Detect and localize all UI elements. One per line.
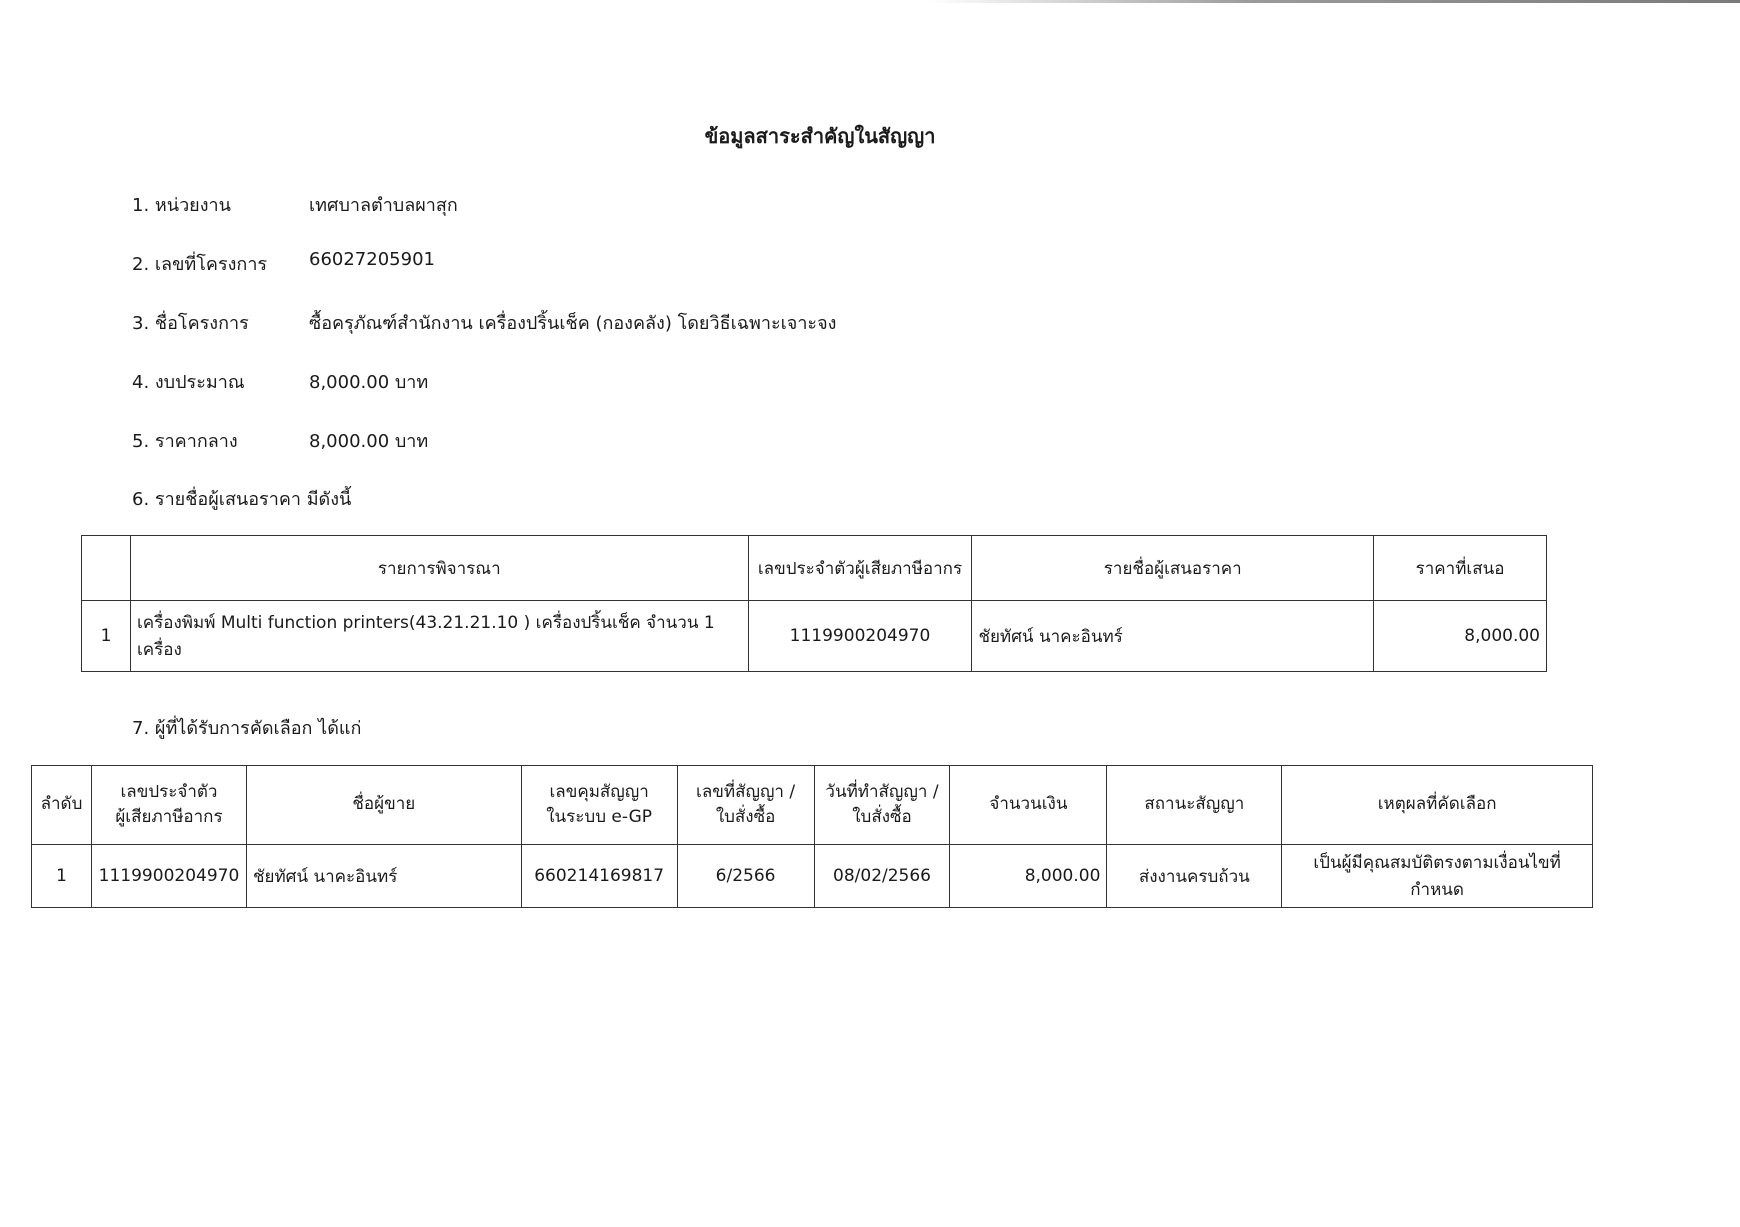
column-header: ราคาที่เสนอ (1374, 536, 1547, 601)
bidder-name: ชัยทัศน์ นาคะอินทร์ (972, 601, 1374, 672)
field-value: เทศบาลตำบลผาสุก (309, 195, 458, 216)
field-label: 1. หน่วยงาน (132, 195, 231, 216)
document-title: ข้อมูลสาระสำคัญในสัญญา (704, 124, 936, 148)
table-header-row (82, 536, 1547, 601)
column-header: รายชื่อผู้เสนอราคา (972, 536, 1374, 601)
field-label: 4. งบประมาณ (132, 372, 245, 393)
contract-date: 08/02/2566 (814, 845, 950, 908)
column-header-amount: จำนวนเงิน (950, 766, 1107, 845)
field-value: ซื้อครุภัณฑ์สำนักงาน เครื่องปริ้นเช็ค (กองคลัง) โดยวิธีเฉพาะเจาะจง (309, 313, 837, 334)
seller-name: ชัยทัศน์ นาคะอินทร์ (246, 845, 521, 908)
bidders-table (81, 535, 1547, 672)
scan-edge (930, 0, 1740, 3)
row-number: 1 (32, 845, 92, 908)
winners-section-label: 7. ผู้ที่ได้รับการคัดเลือก ได้แก่ (132, 718, 362, 739)
column-header-tax-id: เลขประจำตัว ผู้เสียภาษีอากร (91, 766, 246, 845)
egp-number: 660214169817 (521, 845, 677, 908)
field-value: 8,000.00 บาท (309, 431, 429, 452)
column-header: รายการพิจารณา (130, 536, 748, 601)
field-value: 66027205901 (309, 249, 435, 270)
column-header-contract-date: วันที่ทำสัญญา / ใบสั่งซื้อ (814, 766, 950, 845)
field-label: 5. ราคากลาง (132, 431, 238, 452)
selection-reason: เป็นผู้มีคุณสมบัติตรงตามเงื่อนไขที่กำหนด (1282, 845, 1593, 908)
column-header-seller: ชื่อผู้ขาย (246, 766, 521, 845)
bidders-section-label: 6. รายชื่อผู้เสนอราคา มีดังนี้ (132, 489, 352, 510)
table-header-row (32, 766, 1593, 845)
tax-id: 1119900204970 (748, 601, 972, 672)
table-row (82, 601, 1547, 672)
column-header-contract-number: เลขที่สัญญา / ใบสั่งซื้อ (677, 766, 814, 845)
column-header-reason: เหตุผลที่คัดเลือก (1282, 766, 1593, 845)
column-header-order: ลำดับ (32, 766, 92, 845)
contract-status: ส่งงานครบถ้วน (1107, 845, 1282, 908)
row-number: 1 (82, 601, 131, 672)
column-header: เลขประจำตัวผู้เสียภาษีอากร (748, 536, 972, 601)
contract-amount: 8,000.00 (950, 845, 1107, 908)
field-value: 8,000.00 บาท (309, 372, 429, 393)
column-header-status: สถานะสัญญา (1107, 766, 1282, 845)
field-label: 2. เลขที่โครงการ (132, 254, 268, 275)
contract-number: 6/2566 (677, 845, 814, 908)
item-description: เครื่องพิมพ์ Multi function printers(43.21.21.10 ) เครื่องปริ้นเช็ค จำนวน 1 เครื่อง (130, 601, 748, 672)
column-header (82, 536, 131, 601)
winners-table (31, 765, 1593, 908)
field-label: 3. ชื่อโครงการ (132, 313, 249, 334)
offered-price: 8,000.00 (1374, 601, 1547, 672)
column-header-egp-number: เลขคุมสัญญา ในระบบ e-GP (521, 766, 677, 845)
tax-id: 1119900204970 (91, 845, 246, 908)
table-row (32, 845, 1593, 908)
